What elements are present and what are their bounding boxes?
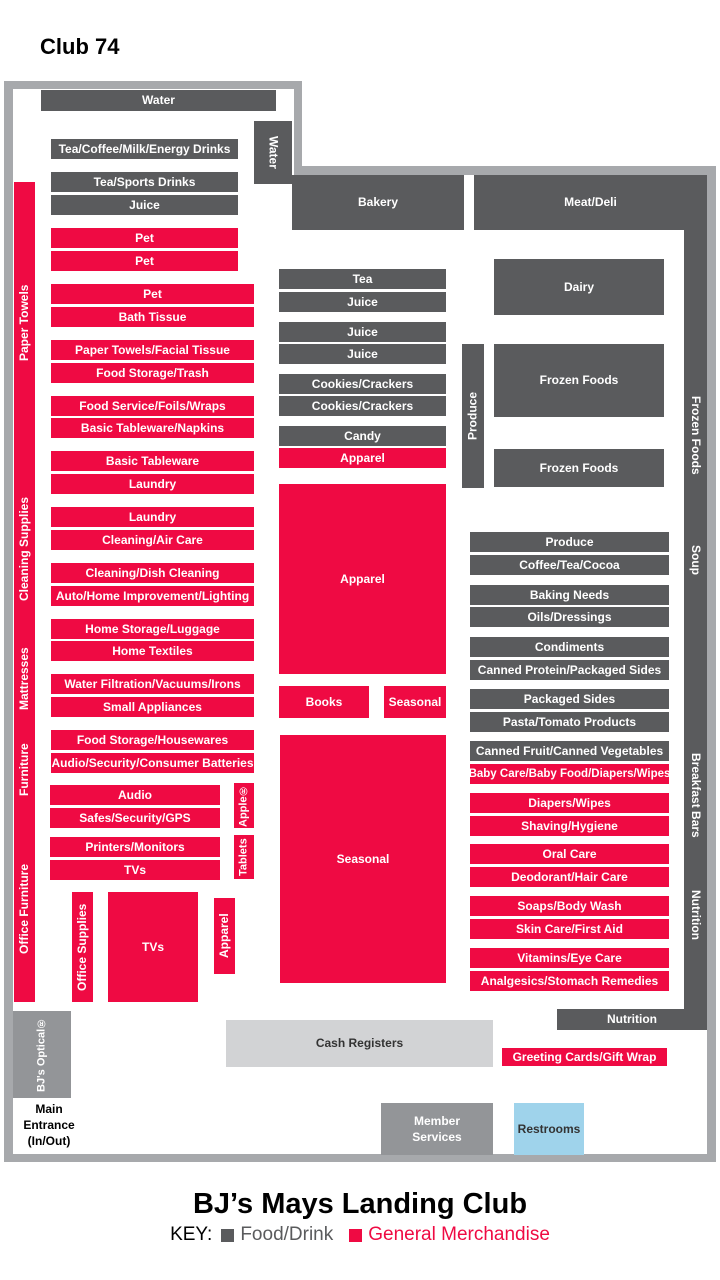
produce-vertical: Produce (462, 344, 484, 488)
greeting-cards: Greeting Cards/Gift Wrap (502, 1048, 667, 1066)
aisle-tea-coffee: Tea/Coffee/Milk/Energy Drinks (51, 139, 238, 159)
aisle-paper-towels-facial: Paper Towels/Facial Tissue (51, 340, 254, 360)
aisle-tea: Tea (279, 269, 446, 289)
wall-left (4, 81, 13, 1162)
aisle-juice-1: Juice (279, 292, 446, 312)
aisle-candy: Candy (279, 426, 446, 446)
aisle-deodorant: Deodorant/Hair Care (470, 867, 669, 887)
wall-nutrition-vertical: Nutrition (689, 890, 703, 940)
office-supplies: Office Supplies (72, 892, 93, 1002)
apple-display: Apple® (234, 783, 254, 828)
aisle-produce: Produce (470, 532, 669, 552)
member-services: Member Services (381, 1103, 493, 1155)
dairy: Dairy (494, 259, 664, 315)
aisle-juice-2: Juice (279, 322, 446, 342)
aisle-pet-1: Pet (51, 228, 238, 248)
aisle-printers: Printers/Monitors (50, 837, 220, 857)
aisle-condiments: Condiments (470, 637, 669, 657)
wall-step-vertical (294, 81, 302, 175)
wall-breakfast-bars: Breakfast Bars (689, 752, 703, 838)
aisle-analgesics: Analgesics/Stomach Remedies (470, 971, 669, 991)
aisle-packaged-sides: Packaged Sides (470, 689, 669, 709)
apparel-block: Apparel (279, 484, 446, 674)
aisle-laundry-2: Laundry (51, 507, 254, 527)
aisle-cleaning-air: Cleaning/Air Care (51, 530, 254, 550)
store-title: BJ’s Mays Landing Club (192, 1188, 528, 1220)
aisle-soaps: Soaps/Body Wash (470, 896, 669, 916)
aisle-canned-fruit: Canned Fruit/Canned Vegetables (470, 741, 669, 761)
water-vertical: Water (254, 121, 292, 184)
aisle-apparel-row: Apparel (279, 448, 446, 468)
aisle-audio: Audio (50, 785, 220, 805)
wall-office-furniture: Office Furniture (14, 816, 35, 1002)
aisle-safes: Safes/Security/GPS (50, 808, 220, 828)
aisle-baby-care: Baby Care/Baby Food/Diapers/Wipes (470, 764, 669, 784)
aisle-oils: Oils/Dressings (470, 607, 669, 627)
frozen-foods-2: Frozen Foods (494, 449, 664, 487)
aisle-pasta: Pasta/Tomato Products (470, 712, 669, 732)
wall-paper-towels: Paper Towels (14, 182, 35, 464)
bjs-optical: BJ's Optical® (13, 1011, 71, 1098)
aisle-laundry-1: Laundry (51, 474, 254, 494)
seasonal-small: Seasonal (384, 686, 446, 718)
cash-registers: Cash Registers (226, 1020, 493, 1067)
aisle-oral-care: Oral Care (470, 844, 669, 864)
aisle-basic-tableware-napkins: Basic Tableware/Napkins (51, 418, 254, 438)
aisle-food-storage-housewares: Food Storage/Housewares (51, 730, 254, 750)
key-food-label: Food/Drink (240, 1224, 334, 1245)
wall-right (707, 166, 716, 1162)
meat-deli: Meat/Deli (474, 175, 707, 230)
water-aisle: Water (41, 90, 276, 111)
wall-top-left (4, 81, 302, 89)
key-gm-swatch (349, 1229, 362, 1242)
key-food-swatch (221, 1229, 234, 1242)
aisle-food-service: Food Service/Foils/Wraps (51, 396, 254, 416)
aisle-audio-security: Audio/Security/Consumer Batteries (51, 753, 254, 773)
nutrition: Nutrition (557, 1009, 707, 1030)
aisle-juice-3: Juice (279, 344, 446, 364)
seasonal-block: Seasonal (280, 735, 446, 983)
wall-frozen-foods: Frozen Foods (689, 395, 703, 475)
apparel-small: Apparel (214, 898, 235, 974)
tablets-display: Tablets (234, 835, 254, 879)
wall-soup: Soup (689, 545, 703, 575)
wall-mattresses: Mattresses (14, 634, 35, 724)
wall-furniture: Furniture (14, 724, 35, 816)
aisle-baking: Baking Needs (470, 585, 669, 605)
main-entrance: Main Entrance (In/Out) (23, 1102, 75, 1148)
aisle-food-storage-trash: Food Storage/Trash (51, 363, 254, 383)
aisle-tvs-row: TVs (50, 860, 220, 880)
aisle-home-textiles: Home Textiles (51, 641, 254, 661)
frozen-foods-1: Frozen Foods (494, 344, 664, 417)
aisle-bath-tissue: Bath Tissue (51, 307, 254, 327)
aisle-auto-home: Auto/Home Improvement/Lighting (51, 586, 254, 606)
aisle-home-storage: Home Storage/Luggage (51, 619, 254, 639)
aisle-water-filtration: Water Filtration/Vacuums/Irons (51, 674, 254, 694)
aisle-skin-care: Skin Care/First Aid (470, 919, 669, 939)
bakery: Bakery (292, 175, 464, 230)
tvs-block: TVs (108, 892, 198, 1002)
aisle-diapers: Diapers/Wipes (470, 793, 669, 813)
aisle-cleaning-dish: Cleaning/Dish Cleaning (51, 563, 254, 583)
aisle-shaving: Shaving/Hygiene (470, 816, 669, 836)
club-label: Club 74 (40, 34, 120, 59)
aisle-cookies-1: Cookies/Crackers (279, 374, 446, 394)
aisle-juice: Juice (51, 195, 238, 215)
map-key (0, 1224, 720, 1246)
wall-cleaning-supplies: Cleaning Supplies (14, 464, 35, 634)
wall-bottom (4, 1154, 716, 1162)
aisle-canned-protein: Canned Protein/Packaged Sides (470, 660, 669, 680)
aisle-pet-2: Pet (51, 251, 238, 271)
aisle-coffee-tea-cocoa: Coffee/Tea/Cocoa (470, 555, 669, 575)
aisle-pet-3: Pet (51, 284, 254, 304)
key-gm-label: General Merchandise (368, 1224, 550, 1245)
wall-top-right (294, 166, 715, 175)
aisle-basic-tableware: Basic Tableware (51, 451, 254, 471)
aisle-small-appliances: Small Appliances (51, 697, 254, 717)
key-label: KEY: (170, 1224, 213, 1245)
books-block: Books (279, 686, 369, 718)
aisle-vitamins: Vitamins/Eye Care (470, 948, 669, 968)
aisle-cookies-2: Cookies/Crackers (279, 396, 446, 416)
restrooms: Restrooms (514, 1103, 584, 1155)
aisle-tea-sports: Tea/Sports Drinks (51, 172, 238, 192)
